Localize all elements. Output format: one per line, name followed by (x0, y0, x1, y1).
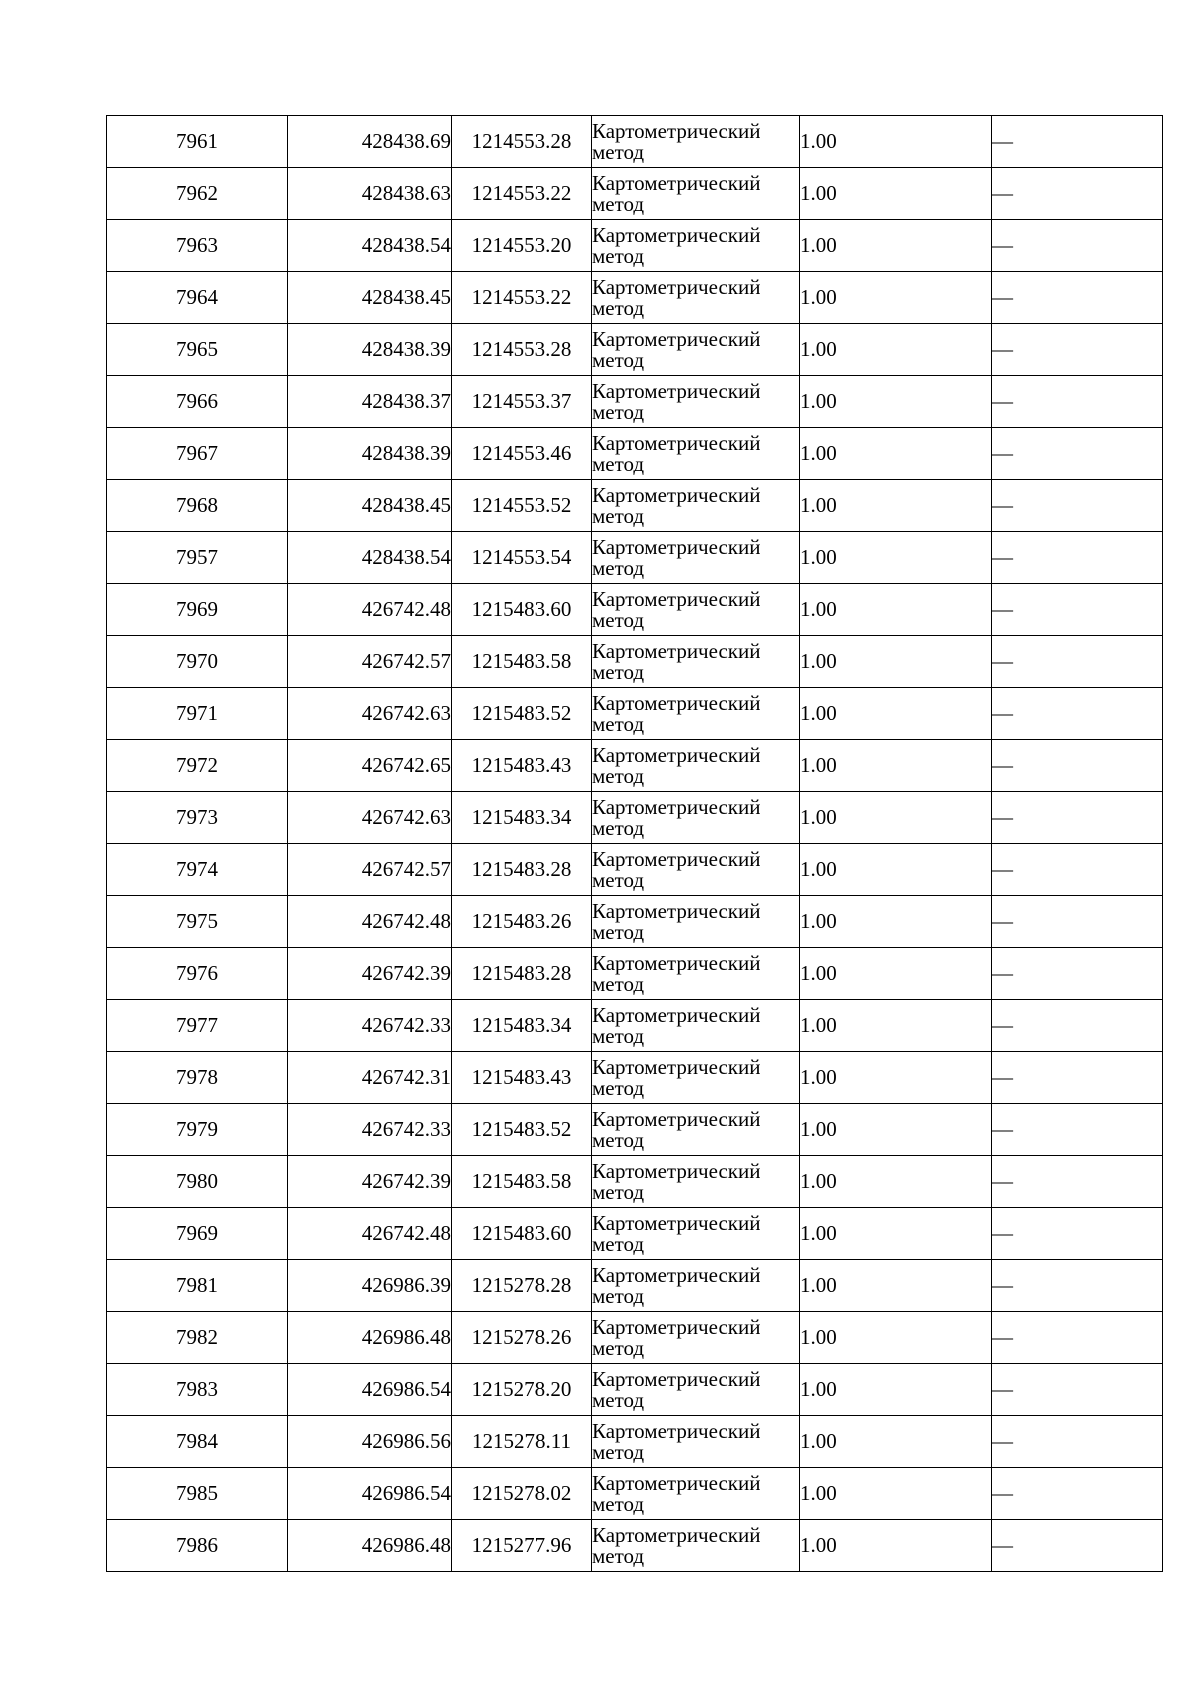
table-row (107, 1104, 1163, 1156)
method-line-1: Картометрический (592, 326, 761, 351)
method-cell (592, 1416, 800, 1468)
point-number-cell: 7966 (107, 376, 288, 428)
point-number-cell: 7961 (107, 116, 288, 168)
accuracy-cell: 1.00 (800, 480, 992, 532)
table-row (107, 324, 1163, 376)
table-row (107, 168, 1163, 220)
x-coordinate-cell: 426742.48 (288, 584, 452, 636)
point-number-cell: 7980 (107, 1156, 288, 1208)
method-cell (592, 324, 800, 376)
y-coordinate-cell: 1214553.20 (452, 220, 592, 272)
method-line-2: метод (592, 1491, 645, 1516)
method-line-1: Картометрический (592, 1470, 761, 1495)
accuracy-cell: 1.00 (800, 688, 992, 740)
method-line-2: метод (592, 399, 645, 424)
accuracy-cell: 1.00 (800, 168, 992, 220)
description-cell: — (992, 480, 1163, 532)
point-number-cell: 7957 (107, 532, 288, 584)
y-coordinate-cell: 1215483.43 (452, 1052, 592, 1104)
x-coordinate-cell: 426742.65 (288, 740, 452, 792)
method-cell (592, 1104, 800, 1156)
y-coordinate-cell: 1215483.58 (452, 636, 592, 688)
method-line-1: Картометрический (592, 118, 761, 143)
description-cell: — (992, 584, 1163, 636)
method-cell (592, 1000, 800, 1052)
method-cell (592, 168, 800, 220)
method-line-1: Картометрический (592, 794, 761, 819)
point-number-cell: 7969 (107, 1208, 288, 1260)
method-cell (592, 792, 800, 844)
description-cell: — (992, 1000, 1163, 1052)
x-coordinate-cell: 428438.54 (288, 220, 452, 272)
description-cell: — (992, 272, 1163, 324)
accuracy-cell: 1.00 (800, 116, 992, 168)
table-row (107, 480, 1163, 532)
method-line-1: Картометрический (592, 1314, 761, 1339)
method-line-2: метод (592, 919, 645, 944)
table-row (107, 948, 1163, 1000)
method-cell (592, 220, 800, 272)
x-coordinate-cell: 426742.48 (288, 1208, 452, 1260)
method-cell (592, 896, 800, 948)
method-line-2: метод (592, 555, 645, 580)
table-row (107, 1416, 1163, 1468)
x-coordinate-cell: 428438.39 (288, 428, 452, 480)
x-coordinate-cell: 428438.45 (288, 480, 452, 532)
point-number-cell: 7962 (107, 168, 288, 220)
method-cell (592, 1520, 800, 1572)
method-line-1: Картометрический (592, 170, 761, 195)
method-cell (592, 1364, 800, 1416)
method-line-1: Картометрический (592, 482, 761, 507)
description-cell: — (992, 1260, 1163, 1312)
method-line-1: Картометрический (592, 1366, 761, 1391)
accuracy-cell: 1.00 (800, 636, 992, 688)
description-cell: — (992, 636, 1163, 688)
method-line-2: метод (592, 451, 645, 476)
method-line-2: метод (592, 1387, 645, 1412)
point-number-cell: 7971 (107, 688, 288, 740)
table-row (107, 1260, 1163, 1312)
accuracy-cell: 1.00 (800, 1468, 992, 1520)
point-number-cell: 7978 (107, 1052, 288, 1104)
y-coordinate-cell: 1215278.26 (452, 1312, 592, 1364)
y-coordinate-cell: 1214553.37 (452, 376, 592, 428)
method-line-2: метод (592, 243, 645, 268)
x-coordinate-cell: 426986.39 (288, 1260, 452, 1312)
point-number-cell: 7982 (107, 1312, 288, 1364)
table-row (107, 428, 1163, 480)
method-cell (592, 948, 800, 1000)
method-line-2: метод (592, 191, 645, 216)
point-number-cell: 7985 (107, 1468, 288, 1520)
x-coordinate-cell: 428438.54 (288, 532, 452, 584)
x-coordinate-cell: 428438.63 (288, 168, 452, 220)
method-line-1: Картометрический (592, 638, 761, 663)
x-coordinate-cell: 428438.45 (288, 272, 452, 324)
method-line-1: Картометрический (592, 950, 761, 975)
accuracy-cell: 1.00 (800, 1156, 992, 1208)
y-coordinate-cell: 1215483.58 (452, 1156, 592, 1208)
method-cell (592, 688, 800, 740)
method-line-2: метод (592, 659, 645, 684)
description-cell: — (992, 948, 1163, 1000)
method-line-2: метод (592, 503, 645, 528)
table-row (107, 1208, 1163, 1260)
method-cell (592, 272, 800, 324)
accuracy-cell: 1.00 (800, 532, 992, 584)
method-cell (592, 1260, 800, 1312)
y-coordinate-cell: 1214553.22 (452, 168, 592, 220)
x-coordinate-cell: 426986.56 (288, 1416, 452, 1468)
y-coordinate-cell: 1215483.34 (452, 792, 592, 844)
method-line-1: Картометрический (592, 846, 761, 871)
method-line-2: метод (592, 711, 645, 736)
method-line-2: метод (592, 347, 645, 372)
method-line-1: Картометрический (592, 222, 761, 247)
description-cell: — (992, 532, 1163, 584)
point-number-cell: 7964 (107, 272, 288, 324)
method-line-2: метод (592, 1179, 645, 1204)
description-cell: — (992, 1364, 1163, 1416)
accuracy-cell: 1.00 (800, 1260, 992, 1312)
method-line-1: Картометрический (592, 378, 761, 403)
table-row (107, 1468, 1163, 1520)
method-line-1: Картометрический (592, 430, 761, 455)
table-row (107, 376, 1163, 428)
point-number-cell: 7983 (107, 1364, 288, 1416)
method-line-1: Картометрический (592, 1158, 761, 1183)
y-coordinate-cell: 1215483.43 (452, 740, 592, 792)
point-number-cell: 7986 (107, 1520, 288, 1572)
x-coordinate-cell: 426742.33 (288, 1000, 452, 1052)
x-coordinate-cell: 428438.69 (288, 116, 452, 168)
coordinates-table (106, 115, 1163, 1572)
y-coordinate-cell: 1214553.22 (452, 272, 592, 324)
x-coordinate-cell: 426742.57 (288, 636, 452, 688)
method-line-2: метод (592, 1127, 645, 1152)
point-number-cell: 7969 (107, 584, 288, 636)
method-cell (592, 1052, 800, 1104)
x-coordinate-cell: 426742.39 (288, 948, 452, 1000)
point-number-cell: 7976 (107, 948, 288, 1000)
method-line-2: метод (592, 1231, 645, 1256)
description-cell: — (992, 376, 1163, 428)
method-cell (592, 1208, 800, 1260)
y-coordinate-cell: 1215278.02 (452, 1468, 592, 1520)
method-line-1: Картометрический (592, 1418, 761, 1443)
accuracy-cell: 1.00 (800, 1416, 992, 1468)
method-line-1: Картометрический (592, 1522, 761, 1547)
method-line-2: метод (592, 763, 645, 788)
x-coordinate-cell: 428438.37 (288, 376, 452, 428)
x-coordinate-cell: 426742.63 (288, 792, 452, 844)
table-row (107, 792, 1163, 844)
accuracy-cell: 1.00 (800, 948, 992, 1000)
x-coordinate-cell: 426742.57 (288, 844, 452, 896)
method-cell (592, 636, 800, 688)
description-cell: — (992, 116, 1163, 168)
table-row (107, 896, 1163, 948)
accuracy-cell: 1.00 (800, 1364, 992, 1416)
point-number-cell: 7979 (107, 1104, 288, 1156)
table-row (107, 584, 1163, 636)
method-line-2: метод (592, 1439, 645, 1464)
point-number-cell: 7975 (107, 896, 288, 948)
y-coordinate-cell: 1215483.34 (452, 1000, 592, 1052)
method-cell (592, 116, 800, 168)
description-cell: — (992, 1520, 1163, 1572)
accuracy-cell: 1.00 (800, 844, 992, 896)
description-cell: — (992, 1312, 1163, 1364)
accuracy-cell: 1.00 (800, 1052, 992, 1104)
x-coordinate-cell: 426742.39 (288, 1156, 452, 1208)
x-coordinate-cell: 426742.48 (288, 896, 452, 948)
method-line-1: Картометрический (592, 742, 761, 767)
y-coordinate-cell: 1215483.26 (452, 896, 592, 948)
method-line-2: метод (592, 1283, 645, 1308)
description-cell: — (992, 1104, 1163, 1156)
method-line-2: метод (592, 971, 645, 996)
y-coordinate-cell: 1215483.60 (452, 1208, 592, 1260)
point-number-cell: 7972 (107, 740, 288, 792)
method-line-1: Картометрический (592, 1054, 761, 1079)
method-line-2: метод (592, 1075, 645, 1100)
table-row (107, 532, 1163, 584)
accuracy-cell: 1.00 (800, 584, 992, 636)
description-cell: — (992, 896, 1163, 948)
x-coordinate-cell: 426986.48 (288, 1312, 452, 1364)
x-coordinate-cell: 426986.54 (288, 1364, 452, 1416)
method-line-2: метод (592, 607, 645, 632)
point-number-cell: 7967 (107, 428, 288, 480)
accuracy-cell: 1.00 (800, 376, 992, 428)
y-coordinate-cell: 1214553.54 (452, 532, 592, 584)
table-row (107, 1000, 1163, 1052)
accuracy-cell: 1.00 (800, 1208, 992, 1260)
description-cell: — (992, 740, 1163, 792)
description-cell: — (992, 1468, 1163, 1520)
method-line-1: Картометрический (592, 586, 761, 611)
description-cell: — (992, 1052, 1163, 1104)
y-coordinate-cell: 1215483.60 (452, 584, 592, 636)
point-number-cell: 7970 (107, 636, 288, 688)
table-row (107, 844, 1163, 896)
x-coordinate-cell: 426986.54 (288, 1468, 452, 1520)
method-line-2: метод (592, 139, 645, 164)
x-coordinate-cell: 426742.31 (288, 1052, 452, 1104)
table-row (107, 688, 1163, 740)
description-cell: — (992, 1156, 1163, 1208)
point-number-cell: 7981 (107, 1260, 288, 1312)
y-coordinate-cell: 1215483.52 (452, 688, 592, 740)
method-line-1: Картометрический (592, 1262, 761, 1287)
method-line-1: Картометрический (592, 1210, 761, 1235)
accuracy-cell: 1.00 (800, 428, 992, 480)
description-cell: — (992, 220, 1163, 272)
method-cell (592, 1156, 800, 1208)
description-cell: — (992, 1208, 1163, 1260)
table-row (107, 740, 1163, 792)
table-row (107, 1052, 1163, 1104)
accuracy-cell: 1.00 (800, 272, 992, 324)
table-row (107, 116, 1163, 168)
point-number-cell: 7977 (107, 1000, 288, 1052)
accuracy-cell: 1.00 (800, 1520, 992, 1572)
accuracy-cell: 1.00 (800, 220, 992, 272)
table-row (107, 1156, 1163, 1208)
y-coordinate-cell: 1214553.46 (452, 428, 592, 480)
point-number-cell: 7963 (107, 220, 288, 272)
description-cell: — (992, 1416, 1163, 1468)
method-line-2: метод (592, 815, 645, 840)
table-row (107, 1364, 1163, 1416)
y-coordinate-cell: 1215278.11 (452, 1416, 592, 1468)
accuracy-cell: 1.00 (800, 1312, 992, 1364)
table-row (107, 272, 1163, 324)
y-coordinate-cell: 1215278.28 (452, 1260, 592, 1312)
method-cell (592, 584, 800, 636)
x-coordinate-cell: 426742.33 (288, 1104, 452, 1156)
method-cell (592, 844, 800, 896)
description-cell: — (992, 324, 1163, 376)
table-row (107, 636, 1163, 688)
y-coordinate-cell: 1215483.28 (452, 844, 592, 896)
method-cell (592, 480, 800, 532)
method-line-1: Картометрический (592, 898, 761, 923)
table-row (107, 1312, 1163, 1364)
description-cell: — (992, 168, 1163, 220)
accuracy-cell: 1.00 (800, 324, 992, 376)
method-line-1: Картометрический (592, 534, 761, 559)
y-coordinate-cell: 1214553.52 (452, 480, 592, 532)
table-body (107, 116, 1163, 1572)
y-coordinate-cell: 1215483.52 (452, 1104, 592, 1156)
table-row (107, 1520, 1163, 1572)
point-number-cell: 7984 (107, 1416, 288, 1468)
point-number-cell: 7973 (107, 792, 288, 844)
y-coordinate-cell: 1215278.20 (452, 1364, 592, 1416)
method-line-1: Картометрический (592, 274, 761, 299)
accuracy-cell: 1.00 (800, 896, 992, 948)
accuracy-cell: 1.00 (800, 1104, 992, 1156)
accuracy-cell: 1.00 (800, 740, 992, 792)
description-cell: — (992, 844, 1163, 896)
x-coordinate-cell: 426742.63 (288, 688, 452, 740)
method-line-2: метод (592, 1543, 645, 1568)
accuracy-cell: 1.00 (800, 1000, 992, 1052)
method-line-1: Картометрический (592, 690, 761, 715)
y-coordinate-cell: 1214553.28 (452, 324, 592, 376)
table-row (107, 220, 1163, 272)
method-cell (592, 532, 800, 584)
method-cell (592, 740, 800, 792)
point-number-cell: 7968 (107, 480, 288, 532)
method-line-2: метод (592, 295, 645, 320)
point-number-cell: 7965 (107, 324, 288, 376)
method-cell (592, 376, 800, 428)
method-line-1: Картометрический (592, 1106, 761, 1131)
method-line-2: метод (592, 867, 645, 892)
y-coordinate-cell: 1215483.28 (452, 948, 592, 1000)
method-cell (592, 428, 800, 480)
method-cell (592, 1312, 800, 1364)
x-coordinate-cell: 426986.48 (288, 1520, 452, 1572)
description-cell: — (992, 688, 1163, 740)
y-coordinate-cell: 1214553.28 (452, 116, 592, 168)
point-number-cell: 7974 (107, 844, 288, 896)
x-coordinate-cell: 428438.39 (288, 324, 452, 376)
accuracy-cell: 1.00 (800, 792, 992, 844)
y-coordinate-cell: 1215277.96 (452, 1520, 592, 1572)
description-cell: — (992, 428, 1163, 480)
method-line-1: Картометрический (592, 1002, 761, 1027)
method-line-2: метод (592, 1335, 645, 1360)
description-cell: — (992, 792, 1163, 844)
method-line-2: метод (592, 1023, 645, 1048)
method-cell (592, 1468, 800, 1520)
